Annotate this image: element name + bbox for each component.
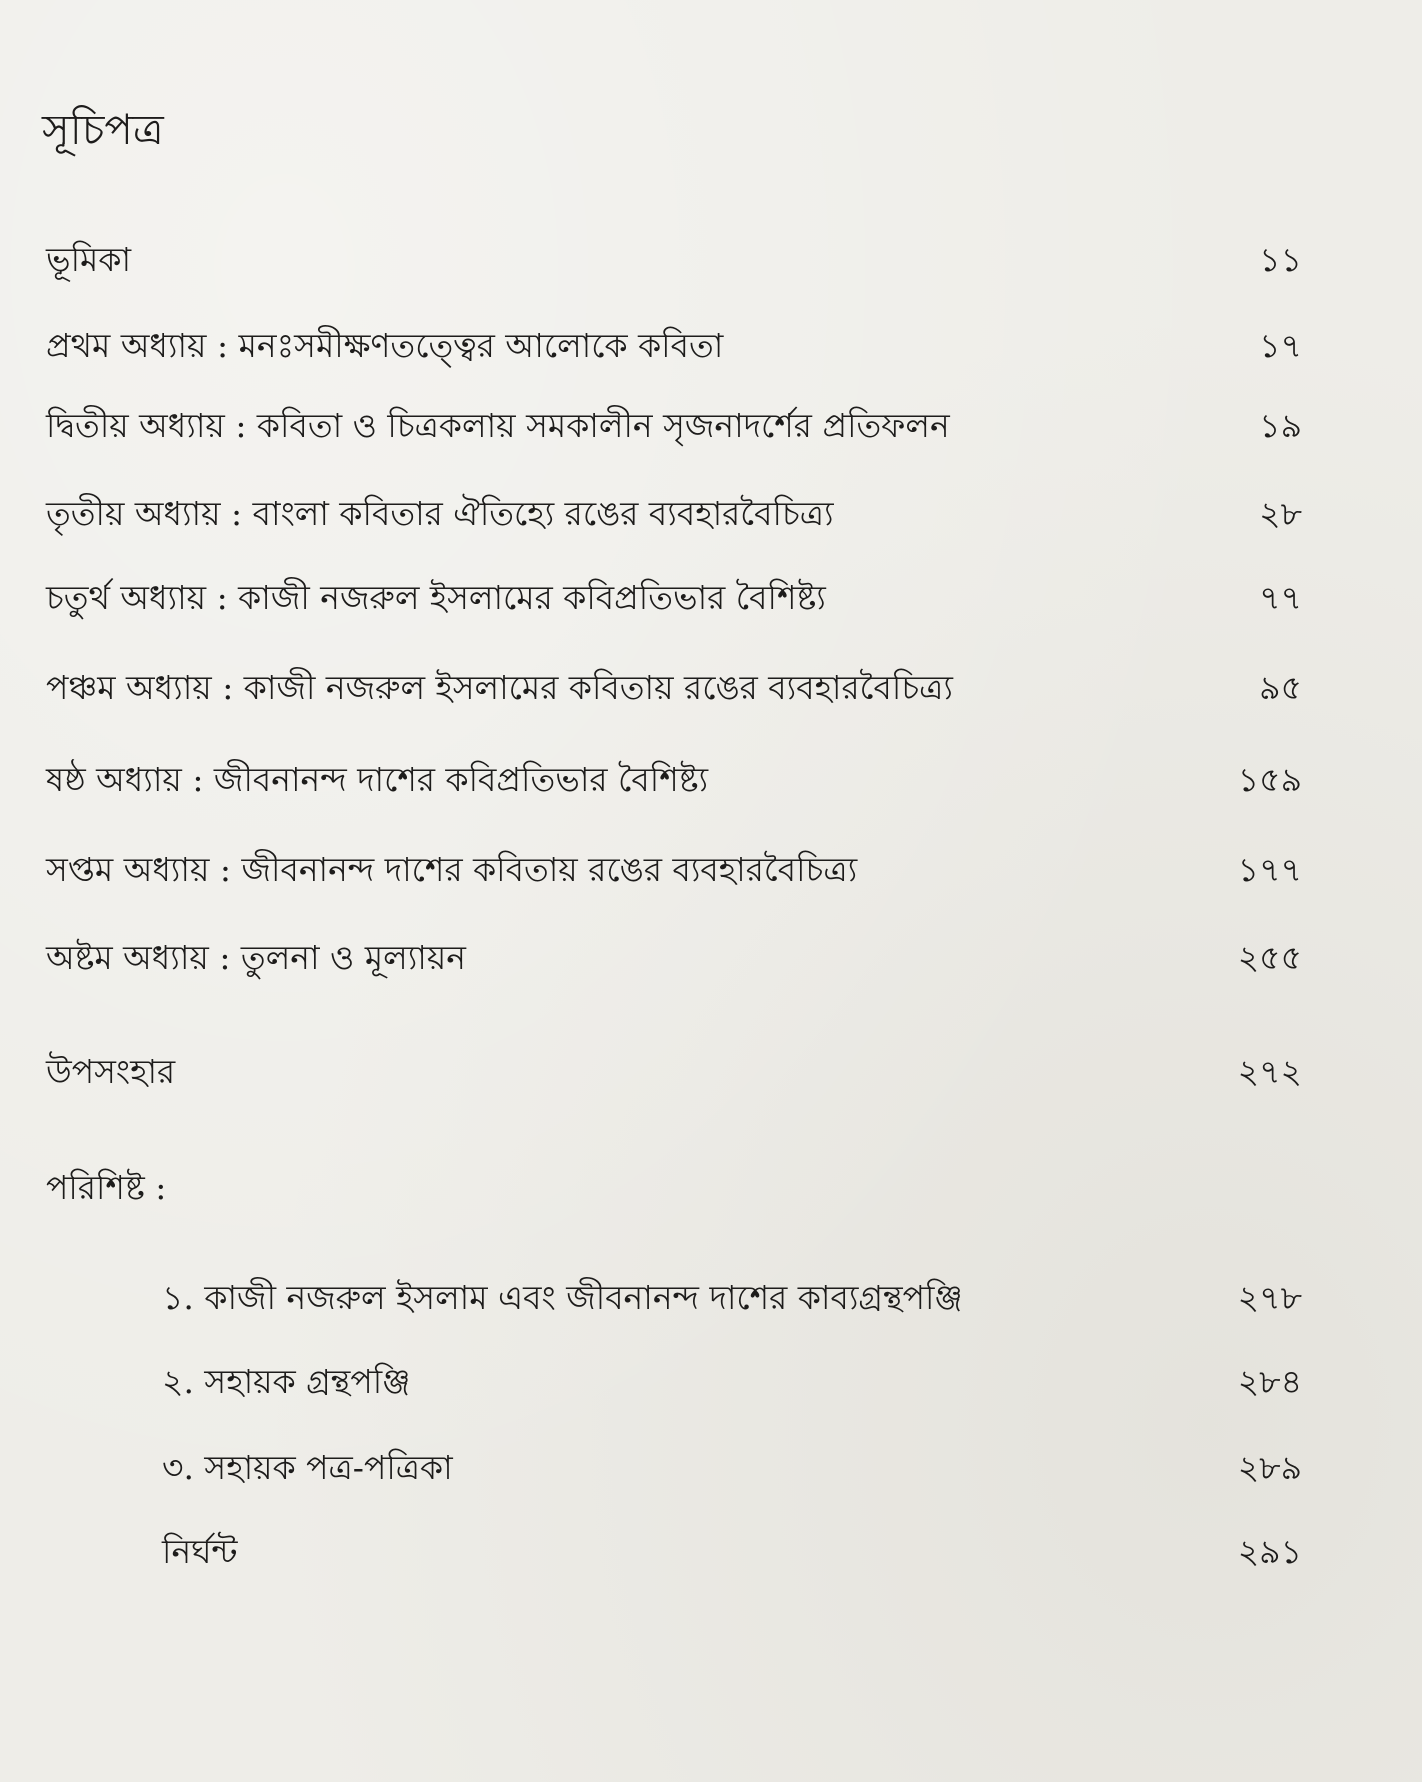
toc-entry-chapter-8	[46, 930, 1302, 986]
toc-entry-page-number: ২৫৫	[1237, 938, 1302, 977]
toc-entry-page-number: ১৯	[1259, 406, 1302, 445]
toc-entry-page-number: ২৮	[1259, 494, 1302, 533]
toc-entry-chapter-7	[46, 842, 1302, 898]
toc-entry-label: তৃতীয় অধ্যায় : বাংলা কবিতার ঐতিহ্যে রঙের ব্যবহারবৈচিত্র্য	[46, 494, 834, 533]
toc-entry-chapter-4	[46, 570, 1302, 626]
toc-entry-page-number: ২৯১	[1237, 1532, 1302, 1571]
toc-entry-appendix	[46, 1160, 1302, 1216]
toc-entry-chapter-6	[46, 752, 1302, 808]
toc-entry-appendix-1	[162, 1270, 1302, 1326]
toc-entry-page-number: ৭৭	[1259, 578, 1302, 617]
toc-entry-label: ১. কাজী নজরুল ইসলাম এবং জীবনানন্দ দাশের কাব্যগ্রন্থপঞ্জি	[162, 1278, 963, 1317]
toc-entry-conclusion	[46, 1044, 1302, 1100]
toc-entry-chapter-5	[46, 660, 1302, 716]
page-title: সূচিপত্র	[42, 105, 164, 154]
toc-entry-label: উপসংহার	[46, 1052, 176, 1091]
toc-entry-page-number: ২৭২	[1237, 1052, 1302, 1091]
toc-entry-label: নির্ঘন্ট	[162, 1532, 238, 1571]
toc-entry-label: ষষ্ঠ অধ্যায় : জীবনানন্দ দাশের কবিপ্রতিভার বৈশিষ্ট্য	[46, 760, 709, 799]
toc-entry-page-number: ২৮৪	[1237, 1362, 1302, 1401]
toc-entry-label: ২. সহায়ক গ্রন্থপঞ্জি	[162, 1362, 411, 1401]
toc-entry-page-number: ১৭৭	[1237, 850, 1302, 889]
toc-entry-chapter-1	[46, 318, 1302, 374]
toc-entry-appendix-3	[162, 1440, 1302, 1496]
toc-entry-chapter-3	[46, 486, 1302, 542]
toc-entry-index	[162, 1524, 1302, 1580]
toc-entry-label: প্রথম অধ্যায় : মনঃসমীক্ষণতত্ত্বের আলোকে কবিতা	[46, 326, 724, 365]
toc-entry-page-number: ৯৫	[1259, 668, 1302, 707]
toc-entry-appendix-2	[162, 1354, 1302, 1410]
toc-entry-label: ভূমিকা	[46, 240, 132, 279]
toc-entry-introduction	[46, 232, 1302, 288]
toc-entry-page-number: ২৮৯	[1237, 1448, 1302, 1487]
toc-entry-page-number: ২৭৮	[1237, 1278, 1302, 1317]
toc-entry-label: অষ্টম অধ্যায় : তুলনা ও মূল্যায়ন	[46, 938, 467, 977]
toc-entry-chapter-2	[46, 398, 1302, 454]
toc-entry-label: দ্বিতীয় অধ্যায় : কবিতা ও চিত্রকলায় সমকালীন সৃজনাদর্শের প্রতিফলন	[46, 406, 950, 445]
toc-entry-label: সপ্তম অধ্যায় : জীবনানন্দ দাশের কবিতায় রঙের ব্যবহারবৈচিত্র্য	[46, 850, 858, 889]
toc-entry-label: ৩. সহায়ক পত্র-পত্রিকা	[162, 1448, 453, 1487]
toc-entry-label: পঞ্চম অধ্যায় : কাজী নজরুল ইসলামের কবিতায় রঙের ব্যবহারবৈচিত্র্য	[46, 668, 953, 707]
toc-entry-page-number: ১৫৯	[1237, 760, 1302, 799]
toc-entry-label: পরিশিষ্ট :	[46, 1168, 167, 1207]
toc-entry-label: চতুর্থ অধ্যায় : কাজী নজরুল ইসলামের কবিপ্রতিভার বৈশিষ্ট্য	[46, 578, 826, 617]
toc-entry-page-number: ১১	[1259, 240, 1302, 279]
toc-entry-page-number: ১৭	[1259, 326, 1302, 365]
